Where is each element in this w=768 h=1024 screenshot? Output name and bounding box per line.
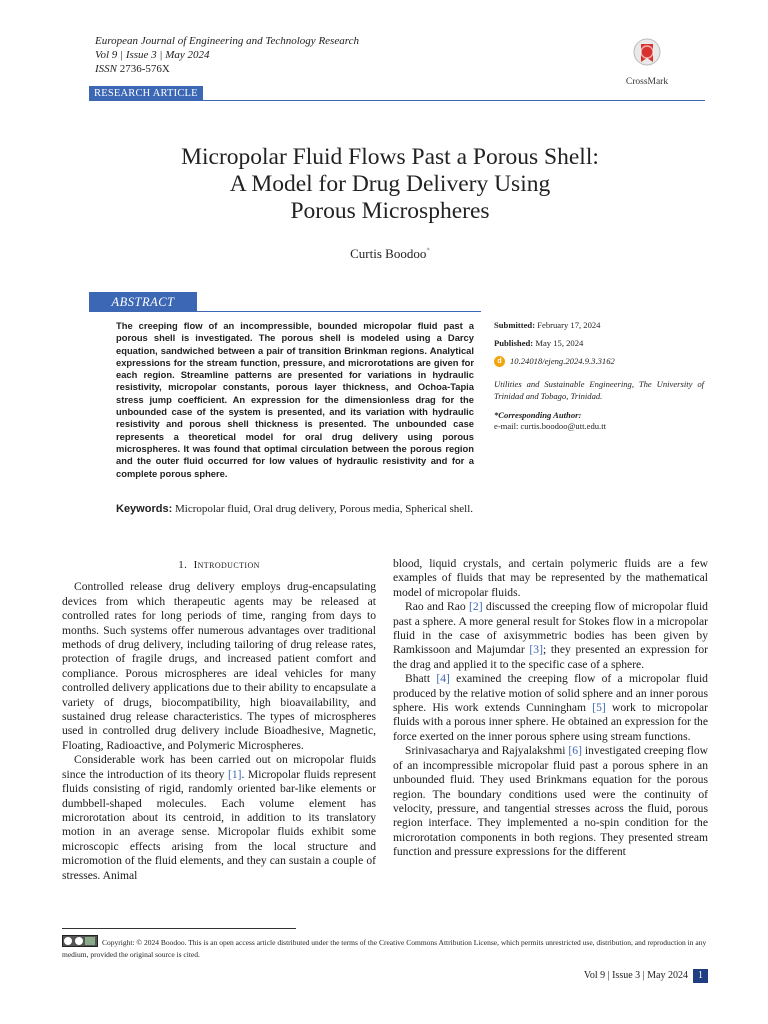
paragraph-text: Considerable work has been carried out on micropolar fluids since the introduction of its theory [62,753,376,781]
page-number: 1 [693,969,708,983]
article-type-bar [89,86,705,101]
footer-issue: Vol 9 | Issue 3 | May 2024 [583,970,688,981]
abstract-heading: ABSTRACT [89,292,197,312]
citation-link[interactable]: [5] [592,701,606,715]
published-row [494,338,704,349]
crossmark-badge[interactable] [622,38,672,87]
paragraph-text: Bhatt [405,672,437,686]
submitted-label: Submitted: [494,320,536,330]
abstract-bar [89,292,481,312]
creative-commons-icon[interactable] [62,935,98,947]
citation-link[interactable]: [4] [436,672,450,686]
corresponding-author-label: *Corresponding Author: [494,410,582,420]
keywords-text: Micropolar fluid, Oral drug delivery, Porous media, Spherical shell. [175,503,474,515]
paragraph-text: ; they presented an expression for the drag and applied it to the specific case of a sphere. [393,643,708,671]
issn-label: ISSN [95,63,117,75]
crossmark-icon [633,38,661,72]
title-line: A Model for Drug Delivery Using [229,171,551,197]
section-number: 1. [178,559,188,571]
journal-issn [95,62,359,76]
journal-header [95,34,359,76]
paragraph-text: work to micropolar fluids with a porous inner sphere. He obtained an expression for the force exerted on the inner porous sphere using stream functions. [393,701,708,743]
section-heading [62,558,376,572]
paragraph [393,600,708,672]
footnote-rule [62,928,296,929]
author-affiliation: Utilities and Sustainable Engineering, The University of Trinidad and Tobago, Trinidad. [494,379,704,401]
abstract-body: The creeping flow of an incompressible, bounded micropolar fluid past a porous shell is investigated. The porous shell is modeled using a Darcy equation, sandwiched between a pair of transition Brinkman regions. Analytical expressions for the stream function, pressure, and microrotations are given for each region. Streamline patterns are presented for variations in hydraulic resistivity, micropolar constants, porous layer thickness, and Ochoa-Tapia stress jump coefficient. An expression for the dimensionless drag for the unbounded case of the system is presented, and its variation with hydraulic resistivity and porous shell thickness is presented. The unbounded case represents a theoretical model for oral drug delivery using porous microspheres. It was found that optimal circulation between the porous region and the outer fluid occurred for low values of hydraulic resistivity and for a complete porous sphere. [116,320,474,479]
section-title: Introduction [193,559,260,571]
crossmark-label: CrossMark [625,77,669,87]
author-name: Curtis Boodoo [350,246,427,261]
article-title [90,144,690,225]
journal-volume: Vol 9 | Issue 3 | May 2024 [95,49,210,61]
author-marker: * [426,246,430,255]
paragraph: blood, liquid crystals, and certain polymeric fluids are a few examples of fluids that may be represented by the mathematical model of micropolar fluids. [393,557,708,599]
published-label: Published: [494,338,534,348]
doi-link[interactable]: 10.24018/ejeng.2024.9.3.3162 [510,356,615,366]
paragraph: Controlled release drug delivery employs drug-encapsulating devices from which therapeutic agents may be released at controlled rates for long periods of time, ranging from days to months. Such systems offer numerous advantages over traditional methods of drug delivery, including tailoring of drug release rates, protection of fragile drugs, and increased patient comfort and compliance. Porous microspheres are ideal vehicles for many controlled delivery applications due to their ability to encapsulate a variety of drugs, biocompatibility, high bioavailability, and sustained drug release characteristics. The types of microspheres used in controlled drug delivery include Bioadhesive, Magnetic, Floating, Radioactive, and Polymeric Microspheres. [62,580,376,752]
author-line [90,246,690,262]
issn-value: 2736-576X [119,63,170,75]
doi-row[interactable] [494,356,704,367]
paragraph-text: investigated creeping flow of an incompressible micropolar fluid past a porous sphere in an unbounded fluid. They used Brinkmans equation for the porous region. The boundary conditions used were the continuity of velocity, pressure, and tangential stresses across the fluid, porous region interface. They implemented a no-spin condition for the microrotation components in both regions. They presented stream function and pressure expressions for the different [393,744,708,859]
published-date: May 15, 2024 [535,338,584,348]
article-info-panel [494,320,704,432]
citation-link[interactable]: [6] [568,744,582,758]
corresponding-email[interactable]: e-mail: curtis.boodoo@utt.edu.tt [494,421,606,431]
title-line: Porous Microspheres [290,198,490,224]
journal-name: European Journal of Engineering and Technology Research [95,35,359,47]
title-line: Micropolar Fluid Flows Past a Porous Shell: [181,144,599,170]
paragraph [393,672,708,744]
paragraph-text: Rao and Rao [405,600,470,614]
paragraph-text: Srinivasacharya and Rajyalakshmi [405,744,569,758]
citation-link[interactable]: [1] [227,767,242,781]
license-notice [62,935,710,961]
keywords [116,503,474,517]
paragraph-text: . Micropolar fluids represent fluids consisting of rigid, randomly oriented bar-like elements or dumbbell-shaped molecules. Each volume element has microrotation about its centroid, in addition to its translatory motion in an average sense. Micropolar fluids exhibit some microscopic effects arising from the local structure and micromotion of the fluid elements, and they can sustain a couple of stresses. Animal [62,767,376,882]
paragraph-text: examined the creeping flow of a micropolar fluid produced by the relative motion of solid sphere and an inner porous sphere. His work extends Cunningham [393,672,708,715]
paragraph-text: discussed the creeping flow of micropolar fluid past a sphere. A more general result for Stokes flow in a micropolar fluid in the case of axisymmetric bodies has been given by Ramkissoon and Majumdar [393,600,708,657]
keywords-label: Keywords: [116,503,173,515]
paragraph [62,753,376,883]
doi-icon: d [494,356,505,367]
page-footer [560,969,708,983]
submitted-date: February 17, 2024 [537,320,601,330]
license-text: Copyright: © 2024 Boodoo. This is an open access article distributed under the terms of the Creative Commons Attribution License, which permits unrestricted use, distribution, and reproduction in any medium, provided the original source is cited. [62,938,707,959]
body-column-right [393,557,708,860]
citation-link[interactable]: [3] [529,643,543,657]
article-type-label: RESEARCH ARTICLE [89,86,203,101]
paragraph [393,744,708,859]
body-column-left [62,558,376,883]
submitted-row [494,320,704,331]
citation-link[interactable]: [2] [469,600,483,614]
